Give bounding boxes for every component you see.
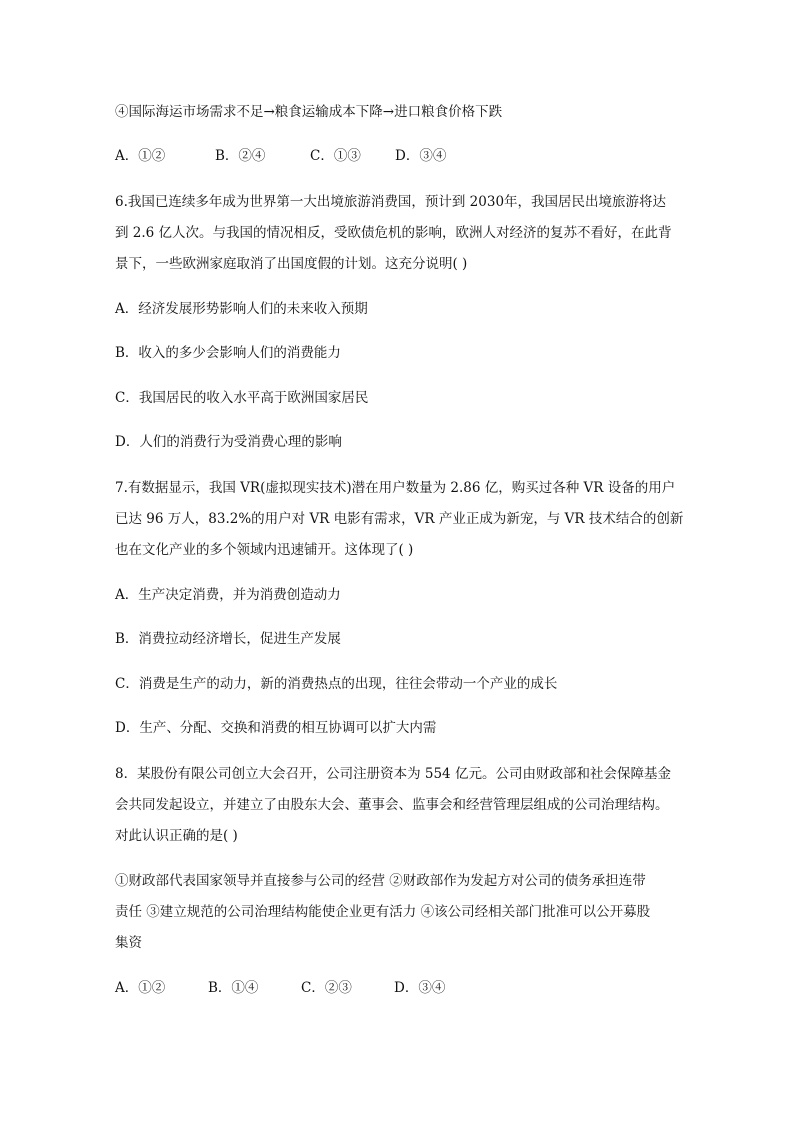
q5-option-c: C．①③ [310,148,361,164]
q8-option-a: A．①② [115,980,166,996]
q8-items-line-3: 集资 [115,935,142,951]
q8-option-c: C．②③ [301,980,352,996]
q5-option-b: B．②④ [215,148,266,164]
q8-stem-line-2: 会共同发起设立，并建立了由股东大会、董事会、监事会和经营管理层组成的公司治理结构。 [115,797,669,813]
q7-option-c: C．消费是生产的动力，新的消费热点的出现，往往会带动一个产业的成长 [115,676,558,692]
q6-option-c: C．我国居民的收入水平高于欧洲国家居民 [115,390,369,406]
q6-stem-line-2: 到 2.6 亿人次。与我国的情况相反，受欧债危机的影响，欧洲人对经济的复苏不看好，在此背 [115,225,672,241]
q8-options [115,978,445,998]
q8-stem-line-3: 对此认识正确的是( ) [115,828,238,844]
q7-option-b: B．消费拉动经济增长，促进生产发展 [115,631,341,647]
q5-item-4: ④国际海运市场需求不足→粮食运输成本下降→进口粮食价格下跌 [115,104,503,120]
q8-items-line-1: ①财政部代表国家领导并直接参与公司的经营 ②财政部作为发起方对公司的债务承担连带 [115,873,646,889]
q7-option-d: D．生产、分配、交换和消费的相互协调可以扩大内需 [115,720,437,736]
q6-option-a: A．经济发展形势影响人们的未来收入预期 [115,301,368,317]
q7-stem-line-1: 7.有数据显示，我国 VR(虚拟现实技术)潜在用户数量为 2.86 亿，购买过各种 VR 设备的用户 [115,480,676,496]
q7-stem-line-2: 已达 96 万人，83.2%的用户对 VR 电影有需求，VR 产业正成为新宠，与 VR 技术结合的创新 [115,511,684,527]
q8-items-line-2: 责任 ③建立规范的公司治理结构能使企业更有活力 ④该公司经相关部门批准可以公开募股 [115,904,651,920]
q5-option-d: D．③④ [395,148,447,164]
q7-stem-line-3: 也在文化产业的多个领域内迅速铺开。这体现了( ) [115,542,414,558]
q6-stem-line-1: 6.我国已连续多年成为世界第一大出境旅游消费国，预计到 2030年，我国居民出境旅游将达 [115,194,667,210]
q6-option-d: D．人们的消费行为受消费心理的影响 [115,434,342,450]
q6-option-b: B．收入的多少会影响人们的消费能力 [115,345,341,361]
q6-stem-line-3: 景下，一些欧洲家庭取消了出国度假的计划。这充分说明( ) [115,256,468,272]
q7-option-a: A．生产决定消费，并为消费创造动力 [115,587,341,603]
q8-option-d: D．③④ [394,980,446,996]
q5-option-a: A．①② [115,148,166,164]
q8-option-b: B．①④ [208,980,259,996]
q8-stem-line-1: 8．某股份有限公司创立大会召开，公司注册资本为 554 亿元。公司由财政部和社会保障基金 [115,766,671,782]
q5-options [115,146,446,166]
